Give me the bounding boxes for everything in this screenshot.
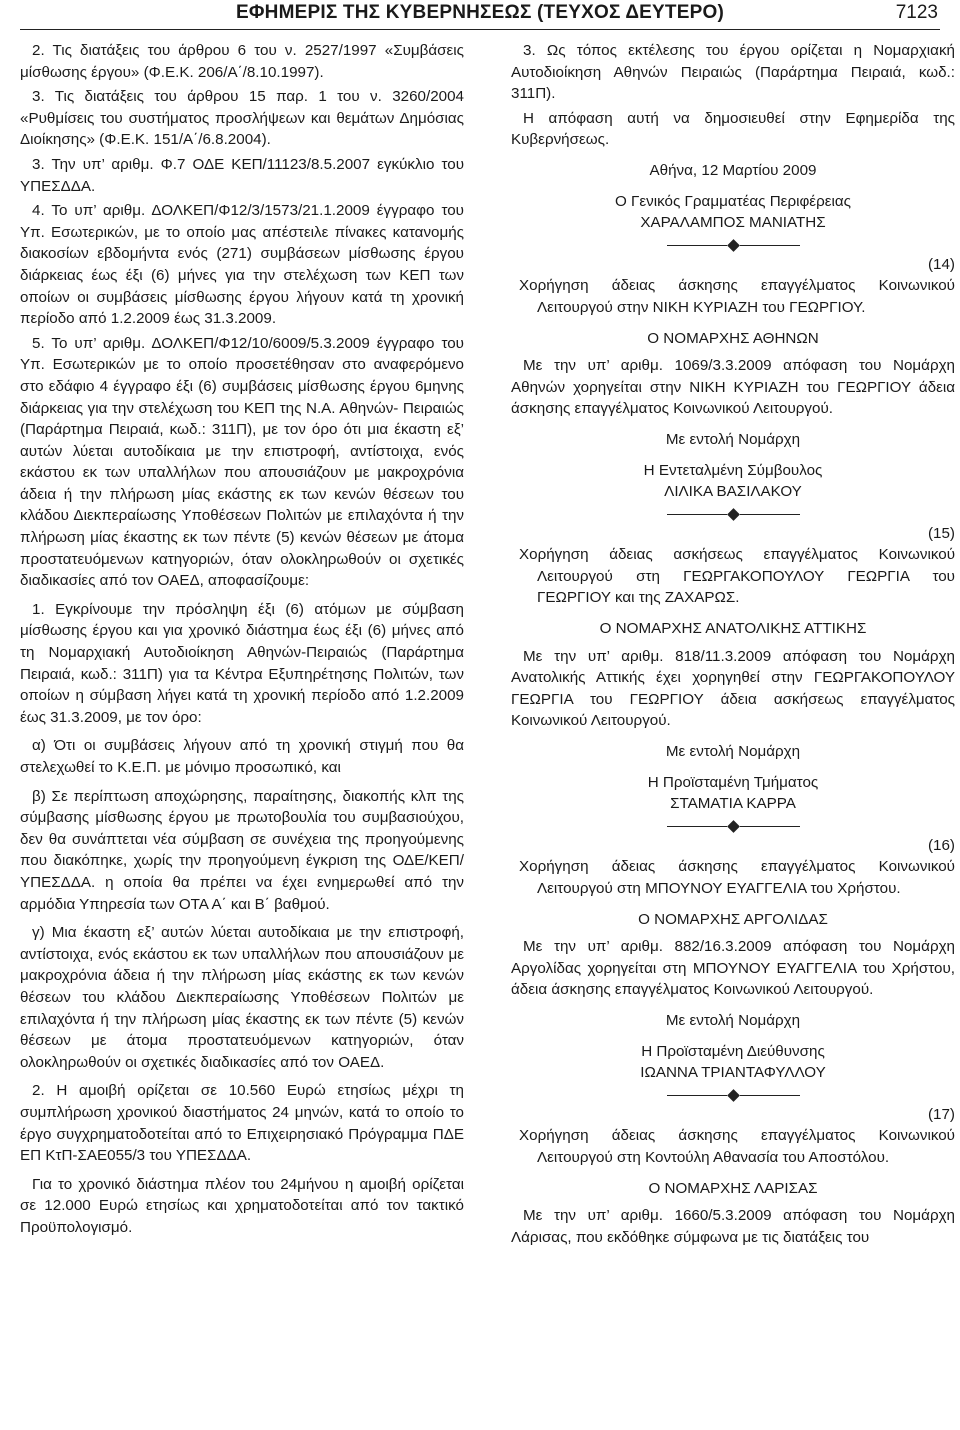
left-column <box>20 40 464 1241</box>
signature-line: Με εντολή Νομάρχη <box>665 743 801 761</box>
item-body: Με την υπ’ αριθμ. 1069/3.3.2009 απόφαση του Νομάρχη Αθηνών χορηγείται στην ΝΙΚΗ ΚΥΡΙΑΖΗ του ΓΕΩΡΓΙΟΥ άδεια άσκησης επαγγέλματος Κοινωνικού Λειτουργού. <box>511 357 955 418</box>
item-number: (16) <box>927 836 955 854</box>
authority-title: Ο ΝΟΜΑΡΧΗΣ ΑΘΗΝΩΝ <box>647 329 819 347</box>
diamond-icon <box>727 820 740 833</box>
signatory-title: Ο Γενικός Γραμματέας Περιφέρειας <box>615 192 851 210</box>
decision-paragraph: 1. Εγκρίνουμε την πρόσληψη έξι (6) ατόμων με σύμβαση μίσθωσης έργου και για χρονικό διάστημα έως έξι (6) μήνες από τη Νομαρχιακή Αυτοδιοίκηση Αθηνών-Πειραιώς (Παράρτημα Πειραιά, κωδ.: 311Π) για τα Κέντρα Εξυπηρέτησης Πολιτών, των οποίων η σύμβαση λήγει κατά τη χρονική περίοδο από 1.2.2009 έως 31.3.2009, με τον όρο: <box>20 600 464 726</box>
signatory-name: ΧΑΡΑΛΑΜΠΟΣ ΜΑΝΙΑΤΗΣ <box>640 214 826 232</box>
item-heading: Χορήγηση άδειας άσκησης επαγγέλματος Κοινωνικού Λειτουργού στη Κοντούλη Αθανασία του Αποστόλου. <box>519 1127 955 1166</box>
item-heading: Χορήγηση άδειας άσκησης επαγγέλματος Κοινωνικού Λειτουργού στην ΝΙΚΗ ΚΥΡΙΑΖΗ του ΓΕΩΡΓΙΟΥ. <box>519 277 955 316</box>
clause-paragraph: 4. Το υπ’ αριθμ. ΔΟΛΚΕΠ/Φ12/3/1573/21.1.2009 έγγραφο του Υπ. Εσωτερικών, με το οποίο μας απέστειλε πίνακες κατανομής διακοσίων εβδομήντα ενός (271) συμβάσεων μίσθωσης έργου διάρκειας έως έξι (6) μήνες για την στελέχωση των ΚΕΠ των οποίων οι συμβάσεις μίσθωσης έργου λήγουν κατά τη χρονική περίοδο από 1.2.2009 έως 31.3.2009. <box>20 202 464 328</box>
authority-title: Ο ΝΟΜΑΡΧΗΣ ΛΑΡΙΣΑΣ <box>648 1179 818 1197</box>
condition-paragraph: γ) Μια έκαστη εξ’ αυτών λύεται αυτοδίκαια με την επιστροφή, αντίστοιχα, ενός εκάστου εκ των υπαλλήλων που απουσιάζουν με μακροχρόνια άδεια ή την πλήρωση μίας εκάστης εκ των κενών θέσεων του κλάδου Διεκπεραίωσης Υποθέσεων Πολιτών με επιλαχόντα ή την πλήρωση μίας έκαστης εκ των πέντε (5) κενών θέσεων με άτομα προστατευόμενων κατηγοριών, όταν ολοκληρωθούν οι σχετικές διαδικασίες από τον ΟΑΕΔ. <box>20 924 464 1071</box>
decision-paragraph: 2. Η αμοιβή ορίζεται σε 10.560 Ευρώ ετησίως μέχρι τη συμπλήρωση χρονικού διαστήματος 24 μηνών, κατά το οποίο το έργο συγχρηματοδοτείται από το Επιχειρησιακό Πρόγραμμα ΠΔΕ ΕΠ ΚτΠ-ΣΑΕ055/3 του ΥΠΕΣΔΔΑ. <box>20 1082 464 1165</box>
condition-paragraph: β) Σε περίπτωση αποχώρησης, παραίτησης, διακοπής κλπ της σύμβασης μίσθωσης έργου με πρωτοβουλία του συμβασιούχου, δεν θα συνάπτεται νέα σύμβαση σε συνέχεια της προηγούμενης που διακόπηκε, χωρίς την προηγούμενη έγκριση της ΟΔΕ/ΚΕΠ/ΥΠΕΣΔΔΑ. η οποία θα πρέπει να έχει ενημερωθεί από την αρμόδια Υπηρεσία των ΟΤΑ Α΄ και Β΄ βαθμού. <box>20 787 464 913</box>
page-header <box>20 2 940 30</box>
page-number: 7123 <box>895 2 938 23</box>
section-separator <box>511 821 955 833</box>
item-number: (14) <box>927 255 955 273</box>
section-separator <box>511 1090 955 1102</box>
date-line: Αθήνα, 12 Μαρτίου 2009 <box>649 161 817 179</box>
gazette-title: ΕΦΗΜΕΡΙΣ ΤΗΣ ΚΥΒΕΡΝΗΣΕΩΣ (ΤΕΥΧΟΣ ΔΕΥΤΕΡΟ) <box>236 2 724 23</box>
diamond-icon <box>727 239 740 252</box>
section-separator <box>511 509 955 521</box>
authority-title: Ο ΝΟΜΑΡΧΗΣ ΑΝΑΤΟΛΙΚΗΣ ΑΤΤΙΚΗΣ <box>599 620 867 638</box>
item-number: (15) <box>927 524 955 542</box>
clause-paragraph: 2. Τις διατάξεις του άρθρου 6 του ν. 2527/1997 «Συμβάσεις μίσθωσης έργου» (Φ.Ε.Κ. 206/Α΄/8.10.1997). <box>20 42 464 81</box>
clause-paragraph: 5. Το υπ’ αριθμ. ΔΟΛΚΕΠ/Φ12/10/6009/5.3.2009 έγγραφο του Υπ. Εσωτερικών με το οποίο προσετέθησαν στο αναφερόμενο στο εδάφιο 4 έγγραφο έξι (6) συμβάσεις μίσθωσης έργου 6μηνης διάρκειας για την στελέχωση του ΚΕΠ της Ν.Α. Αθηνών- Πειραιώς (Παράρτημα Πειραιά, κωδ.: 311Π), με τον όρο ότι μια έκαστη εξ’ αυτών λύεται αυτοδίκαια με την επιστροφή, αντίστοιχα, ενός εκάστου εκ των υπαλλήλων που απουσιάζουν με μακροχρόνια άδεια ή την πλήρωση μίας εκάστης εκ των κενών θέσεων του κλάδου Διεκπεραίωσης Υποθέσεων Πολιτών με επιλαχόντα ή την πλήρωση μίας έκαστης εκ των πέντε (5) κενών θέσεων με άτομα προστατευόμενων κατηγοριών, όταν ολοκληρωθούν οι σχετικές διαδικασίες από τον ΟΑΕΔ, αποφασίζουμε: <box>20 334 464 590</box>
section-separator <box>511 240 955 252</box>
publication-note: Η απόφαση αυτή να δημοσιευθεί στην Εφημερίδα της Κυβερνήσεως. <box>511 109 955 149</box>
item-body: Με την υπ’ αριθμ. 1660/5.3.2009 απόφαση του Νομάρχη Λάρισας, που εκδόθηκε σύμφωνα με τις διατάξεις του <box>511 1207 955 1246</box>
signatory-title: Η Προϊσταμένη Διεύθυνσης <box>641 1042 825 1060</box>
authority-title: Ο ΝΟΜΑΡΧΗΣ ΑΡΓΟΛΙΔΑΣ <box>638 910 828 928</box>
condition-paragraph: α) Ότι οι συμβάσεις λήγουν από τη χρονική στιγμή που θα στελεχωθεί το Κ.Ε.Π. με μόνιμο προσωπικό, και <box>20 737 464 776</box>
item-heading: Χορήγηση άδειας ασκήσεως επαγγέλματος Κοινωνικού Λειτουργού στη ΓΕΩΡΓΑΚΟΠΟΥΛΟΥ ΓΕΩΡΓΙΑ του ΓΕΩΡΓΙΟΥ και της ΖΑΧΑΡΩΣ. <box>519 546 955 607</box>
decision-paragraph: Για το χρονικό διάστημα πλέον του 24μήνου η αμοιβή ορίζεται σε 12.000 Ευρώ ετησίως και χρηματοδοτείται από τον τακτικό Προϋπολογισμό. <box>20 1175 464 1236</box>
signatory-name: ΣΤΑΜΑΤΙΑ ΚΑΡΡΑ <box>670 795 796 813</box>
clause-paragraph: 3. Ως τόπος εκτέλεσης του έργου ορίζεται η Νομαρχιακή Αυτοδιοίκηση Αθηνών Πειραιώς (Παράρτημα Πειραιά, κωδ.: 311Π). <box>511 42 955 103</box>
item-body: Με την υπ’ αριθμ. 882/16.3.2009 απόφαση του Νομάρχη Αργολίδας χορηγείται στη ΜΠΟΥΝΟΥ ΕΥΑΓΓΕΛΙΑ του Χρήστου, άδεια άσκησης επαγγέλματος Κοινωνικού Λειτουργού. <box>511 938 955 999</box>
diamond-icon <box>727 1089 740 1102</box>
signature-line: Με εντολή Νομάρχη <box>665 1011 801 1029</box>
clause-paragraph: 3. Την υπ’ αριθμ. Φ.7 ΟΔΕ ΚΕΠ/11123/8.5.2007 εγκύκλιο του ΥΠΕΣΔΔΑ. <box>20 155 464 195</box>
signatory-name: ΛΙΛΙΚΑ ΒΑΣΙΛΑΚΟΥ <box>664 483 802 501</box>
signatory-title: Η Προϊσταμένη Τμήματος <box>647 773 819 791</box>
item-body: Με την υπ’ αριθμ. 818/11.3.2009 απόφαση του Νομάρχη Ανατολικής Αττικής έχει χορηγηθεί στην ΓΕΩΡΓΑΚΟΠΟΥΛΟΥ ΓΕΩΡΓΙΑ του ΓΕΩΡΓΙΟΥ άδεια ασκήσεως επαγγέλματος Κοινωνικού Λειτουργού. <box>511 647 955 730</box>
right-column <box>511 40 955 1251</box>
signatory-title: Η Εντεταλμένη Σύμβουλος <box>643 461 823 479</box>
item-heading: Χορήγηση άδειας άσκησης επαγγέλματος Κοινωνικού Λειτουργού στη ΜΠΟΥΝΟΥ ΕΥΑΓΓΕΛΙΑ του Χρήστου. <box>519 858 955 897</box>
signatory-name: ΙΩΑΝΝΑ ΤΡΙΑΝΤΑΦΥΛΛΟΥ <box>640 1064 826 1082</box>
clause-paragraph: 3. Τις διατάξεις του άρθρου 15 παρ. 1 του ν. 3260/2004 «Ρυθμίσεις του συστήματος προσλήψεων και θεμάτων Δημόσιας Διοίκησης» (Φ.Ε.Κ. 151/Α΄/6.8.2004). <box>20 88 464 149</box>
signature-line: Με εντολή Νομάρχη <box>665 430 801 448</box>
item-number: (17) <box>927 1105 955 1123</box>
diamond-icon <box>727 508 740 521</box>
